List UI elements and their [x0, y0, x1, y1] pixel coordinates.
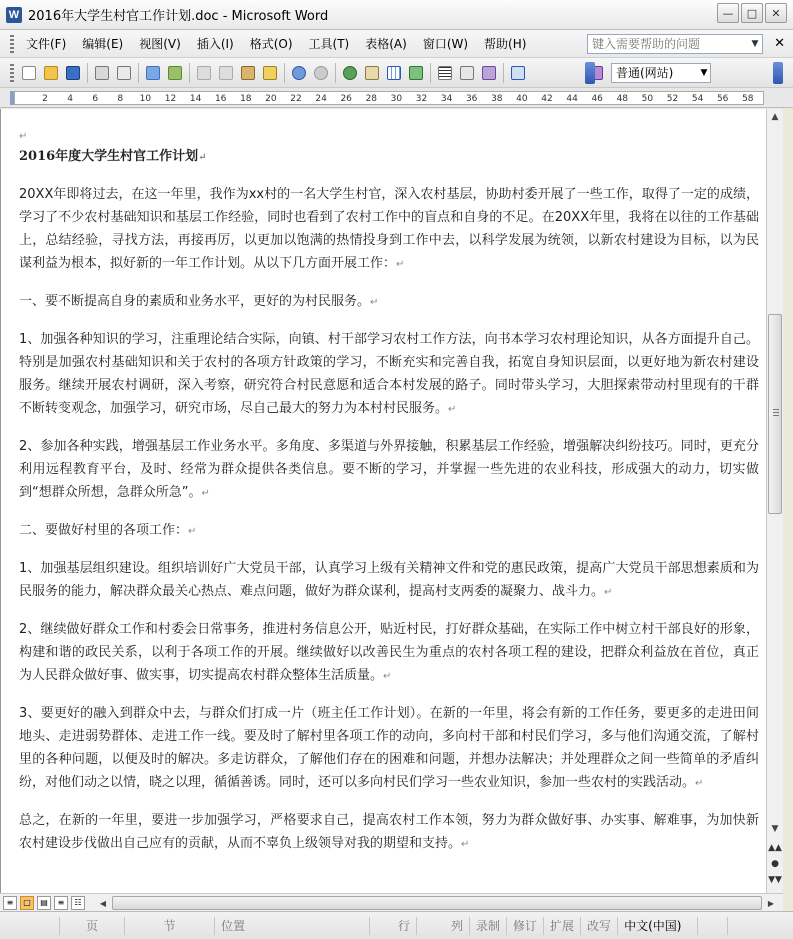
ruler-number: 4: [67, 94, 73, 104]
paragraph-mark: ↵: [396, 259, 405, 270]
paragraph-mark: ↵: [448, 404, 457, 415]
folder-icon: [44, 66, 58, 80]
status-row: 行: [370, 917, 417, 935]
status-bar: [0, 911, 793, 939]
ruler-number: 50: [641, 94, 654, 104]
save-icon: [66, 66, 80, 80]
status-page: 页: [60, 917, 125, 935]
insert-excel-button[interactable]: [405, 62, 427, 84]
minimize-button[interactable]: —: [717, 3, 739, 23]
hyperlink-button[interactable]: [339, 62, 361, 84]
ruler-number: 38: [491, 94, 503, 104]
paragraph-text: 一、要不断提高自身的素质和业务水平，更好的为村民服务。: [19, 294, 371, 309]
status-section: 节: [125, 917, 215, 935]
menu-insert[interactable]: 插入(I): [196, 36, 234, 51]
paragraph-text: 2、参加各种实践，增强基层工作业务水平。多角度、多渠道与外界接触，积累基层工作经验，增强解决纠纷技巧。同时，更充分利用远程教育平台，及时、经常为群众提供各类信息。要不断的学习，并掌握一些先进的农业科技，形成强大的动力，切实做到“想群众所想，急群众所急”。: [19, 439, 759, 500]
new-document-icon: [22, 66, 36, 80]
copy-icon: [219, 66, 233, 80]
paste-button[interactable]: [237, 62, 259, 84]
ruler-number: 6: [92, 94, 99, 104]
menu-view[interactable]: 视图(V): [139, 36, 181, 51]
vertical-scroll-thumb[interactable]: [768, 314, 782, 514]
columns-button[interactable]: [434, 62, 456, 84]
document-paragraph: [19, 435, 759, 505]
status-overtype[interactable]: 改写: [581, 917, 618, 935]
save-button[interactable]: [62, 62, 84, 84]
paragraph-text: 20XX年即将过去，在这一年里，我作为xx村的一名大学生村官，深入农村基层，协助村委开展了一些工作，取得了一定的成绩，学习了不少农村基础知识和基层工作经验，同时也看到了农村工作中的盲点和自身的不足。在20XX年里，我将在以往的工作基础上，总结经验，寻找方法，再接再厉，以更加以饱满的热情投身到工作中去，以科学发展为统领，以新农村建设为目标，以为民谋利益为根本，拟好新的一年工作计划。从以下几方面开展工作：: [19, 187, 759, 271]
ruler-number: 52: [666, 94, 679, 104]
insert-table-button[interactable]: [383, 62, 405, 84]
document-area[interactable]: [0, 109, 766, 893]
paragraph-mark: ↵: [201, 488, 210, 499]
scroll-left-icon[interactable]: ◀: [99, 898, 107, 908]
ruler-number: 2: [42, 94, 48, 104]
ruler-number: 26: [340, 94, 352, 104]
ruler-number: 10: [139, 94, 152, 104]
table-icon: [387, 66, 401, 80]
document-title-text: 2016年度大学生村官工作计划: [19, 149, 199, 164]
toolbar-grip-icon[interactable]: [10, 64, 14, 82]
toolbar-separator: [87, 63, 88, 83]
menu-bar: [0, 30, 793, 58]
ruler-number: 58: [742, 94, 754, 104]
paragraph-mark: ↵: [19, 131, 28, 142]
document-paragraph: [19, 618, 759, 688]
ruler-number: 22: [290, 94, 302, 104]
chevron-down-icon[interactable]: ▼: [751, 39, 759, 49]
document-paragraph: [19, 183, 759, 276]
ruler-number: 46: [591, 94, 603, 104]
menu-window[interactable]: 窗口(W): [422, 36, 469, 51]
read-button[interactable]: [507, 62, 529, 84]
ruler-strip[interactable]: [14, 91, 764, 105]
paragraph-mark: ↵: [188, 526, 197, 537]
ruler-number: 14: [189, 94, 202, 104]
horizontal-scroll-row: [0, 893, 783, 911]
status-spelling[interactable]: [698, 917, 728, 935]
paragraph-mark: ↵: [370, 297, 379, 308]
document-paragraph: [19, 809, 759, 856]
toolbar-options-icon[interactable]: [773, 62, 783, 84]
select-browse-object-icon[interactable]: ●: [771, 859, 779, 869]
scroll-up-icon[interactable]: ▲: [771, 112, 779, 122]
status-extend[interactable]: 扩展: [544, 917, 581, 935]
normal-view-icon[interactable]: ≡: [3, 896, 17, 910]
next-page-icon[interactable]: ▼▼: [768, 875, 782, 885]
scissors-icon: [197, 66, 211, 80]
ruler-number: 8: [117, 94, 124, 104]
read-icon: [511, 66, 525, 80]
status-language[interactable]: 中文(中国): [618, 917, 698, 935]
document-heading-paragraph: [19, 519, 759, 543]
help-search-box[interactable]: [587, 34, 763, 54]
menu-grip-icon[interactable]: [10, 35, 14, 53]
chevron-down-icon[interactable]: ▼: [700, 67, 708, 78]
toolbar-separator: [430, 63, 431, 83]
vertical-scrollbar[interactable]: [766, 109, 783, 893]
status-record[interactable]: 录制: [470, 917, 507, 935]
help-search-input[interactable]: [588, 37, 738, 51]
previous-page-icon[interactable]: ▲▲: [768, 843, 782, 853]
ruler-number: 36: [465, 94, 478, 104]
menu-format[interactable]: 格式(O): [249, 36, 293, 51]
menu-help[interactable]: 帮助(H): [484, 36, 527, 51]
paste-icon: [241, 66, 255, 80]
horizontal-scrollbar[interactable]: [96, 896, 775, 910]
ruler-number: 20: [265, 94, 277, 104]
title-bar: [0, 0, 793, 30]
close-document-icon[interactable]: ✕: [774, 36, 785, 51]
toolbar-options-icon[interactable]: [585, 62, 595, 84]
paragraph-text: 总之，在新的一年里，要进一步加强学习，严格要求自己，提高农村工作本领，努力为群众做好事、办实事、解难事，为加快新农村建设步伐做出自己应有的贡献，从而不辜负上级领导对我的期望和支持。: [19, 813, 759, 851]
toolbar-separator: [284, 63, 285, 83]
window-controls: [717, 3, 787, 23]
copy-button[interactable]: [215, 62, 237, 84]
outline-view-icon[interactable]: ≡: [54, 896, 68, 910]
ruler-number: 56: [716, 94, 729, 104]
paragraph-mark: ↵: [461, 839, 470, 850]
document-paragraph: [19, 557, 759, 604]
paragraph-text: 2、继续做好群众工作和村委会日常事务，推进村务信息公开，贴近村民，打好群众基础，在实际工作中树立村干部良好的形象，构建和谐的政民关系，以利于各项工作的开展。继续做好以改善民生为重点的农村各项工程的建设，把群众利益放在首位，真正为人民群众做好事、做实事，切实提高农村群众整体生活质量。: [19, 622, 759, 683]
printer-icon: [95, 66, 109, 80]
undo-icon: [292, 66, 306, 80]
print-button[interactable]: [91, 62, 113, 84]
paragraph-mark: ↵: [198, 152, 207, 163]
paragraph-mark: ↵: [695, 778, 704, 789]
document-map-icon: [482, 66, 496, 80]
document-paragraph: [19, 328, 759, 421]
status-position: 位置: [215, 917, 370, 935]
columns-icon: [438, 66, 452, 80]
status-empty: [0, 917, 60, 935]
web-layout-view-icon[interactable]: □: [20, 896, 34, 910]
research-button[interactable]: [164, 62, 186, 84]
paragraph-text: 1、加强各种知识的学习，注重理论结合实际，向镇、村干部学习农村工作方法，向书本学习农村理论知识，从各方面提升自己。特别是加强农村基础知识和关于农村的各项方针政策的学习，不断充实和完善自我，拓宽自身知识层面，以更好地为新农村建设服务。继续开展农村调研，深入考察，研究符合村民意愿和适合本村发展的路子。同时带头学习，大胆探索带动村里现有的干群不断转变观念，加强学习，研究市场，尽自己最大的努力为本村村民服务。: [19, 332, 759, 416]
tables-borders-icon: [365, 66, 379, 80]
spelling-button[interactable]: [142, 62, 164, 84]
horizontal-ruler[interactable]: [0, 88, 793, 108]
ruler-number: 12: [164, 94, 177, 104]
paragraph-text: 3、要更好的融入到群众中去，与群众们打成一片（班主任工作计划）。在新的一年里，将会有新的工作任务，要更多的走进田间地头、走进弱势群体、走进工作一线。要及时了解村里各项工作的动向，多向村干部和村民们学习，多与他们沟通交流，了解村里的各种问题，以便及时的解决。多走访群众，了解他们存在的困难和问题，并想办法解决；并处理群众之间一些简单的矛盾纠纷，对他们动之以情，晓之以理，循循善诱。同时，还可以多向村民们学习一些农业知识，参加一些农村的实践活动。: [19, 706, 759, 790]
ruler-number: 44: [566, 94, 578, 104]
menu-tools[interactable]: 工具(T): [308, 36, 350, 51]
open-button[interactable]: [40, 62, 62, 84]
format-painter-icon: [263, 66, 277, 80]
status-extra: [728, 917, 758, 935]
paragraph-mark: ↵: [604, 587, 613, 598]
document-title: [19, 145, 759, 169]
ruler-number: 32: [415, 94, 428, 104]
ruler-number: 24: [315, 94, 327, 104]
status-track-changes[interactable]: 修订: [507, 917, 544, 935]
document-body[interactable]: [19, 125, 759, 870]
window-title: 2016年大学生村官工作计划.doc - Microsoft Word: [28, 9, 329, 24]
toolbar-separator: [335, 63, 336, 83]
standard-toolbar: [0, 58, 793, 88]
toolbar-separator: [503, 63, 504, 83]
paragraph-text: 1、加强基层组织建设。组织培训好广大党员干部，认真学习上级有关精神文件和党的惠民政策，提高广大党员干部思想素质和为民服务的能力，解决群众最关心热点、难点问题，做好为群众谋利，提高村支两委的凝聚力、战斗力。: [19, 561, 759, 599]
print-layout-view-icon[interactable]: ▤: [37, 896, 51, 910]
ruler-number: 40: [516, 94, 528, 104]
ruler-number: 30: [390, 94, 403, 104]
new-document-button[interactable]: [18, 62, 40, 84]
reading-layout-view-icon[interactable]: ☷: [71, 896, 85, 910]
excel-sheet-icon: [409, 66, 423, 80]
style-select-value: 普通(网站): [616, 66, 674, 80]
ruler-number: 28: [365, 94, 378, 104]
document-map-button[interactable]: [478, 62, 500, 84]
ruler-number: 42: [541, 94, 553, 104]
close-button[interactable]: ✕: [765, 3, 787, 23]
print-preview-button[interactable]: [113, 62, 135, 84]
scroll-right-icon[interactable]: ▶: [767, 898, 775, 908]
toolbar-separator: [189, 63, 190, 83]
paragraph-text: 二、要做好村里的各项工作：: [19, 523, 189, 538]
redo-icon: [314, 66, 328, 80]
print-preview-icon: [117, 66, 131, 80]
redo-button[interactable]: [310, 62, 332, 84]
format-painter-button[interactable]: [259, 62, 281, 84]
drawing-icon: [460, 66, 474, 80]
scroll-down-icon[interactable]: ▼: [771, 824, 779, 834]
ruler-number: 18: [240, 94, 252, 104]
undo-button[interactable]: [288, 62, 310, 84]
style-select[interactable]: [611, 63, 711, 83]
ruler-number: 16: [214, 94, 227, 104]
hyperlink-icon: [343, 66, 357, 80]
ruler-number: 34: [440, 94, 453, 104]
spell-check-icon: [146, 66, 160, 80]
menu-edit[interactable]: 编辑(E): [82, 36, 124, 51]
ruler-number: 54: [691, 94, 704, 104]
cut-button[interactable]: [193, 62, 215, 84]
ruler-number: 48: [616, 94, 629, 104]
drawing-button[interactable]: [456, 62, 478, 84]
document-heading-paragraph: [19, 290, 759, 314]
document-paragraph: [19, 702, 759, 795]
horizontal-scroll-thumb[interactable]: [112, 896, 762, 910]
menu-file[interactable]: 文件(F): [26, 36, 67, 51]
tables-borders-button[interactable]: [361, 62, 383, 84]
paragraph-mark: ↵: [383, 671, 392, 682]
word-app-icon: W: [6, 7, 22, 23]
menu-table[interactable]: 表格(A): [365, 36, 407, 51]
research-icon: [168, 66, 182, 80]
status-column: 列: [417, 917, 470, 935]
toolbar-separator: [138, 63, 139, 83]
maximize-button[interactable]: □: [741, 3, 763, 23]
scroll-grip-icon: [773, 409, 779, 417]
